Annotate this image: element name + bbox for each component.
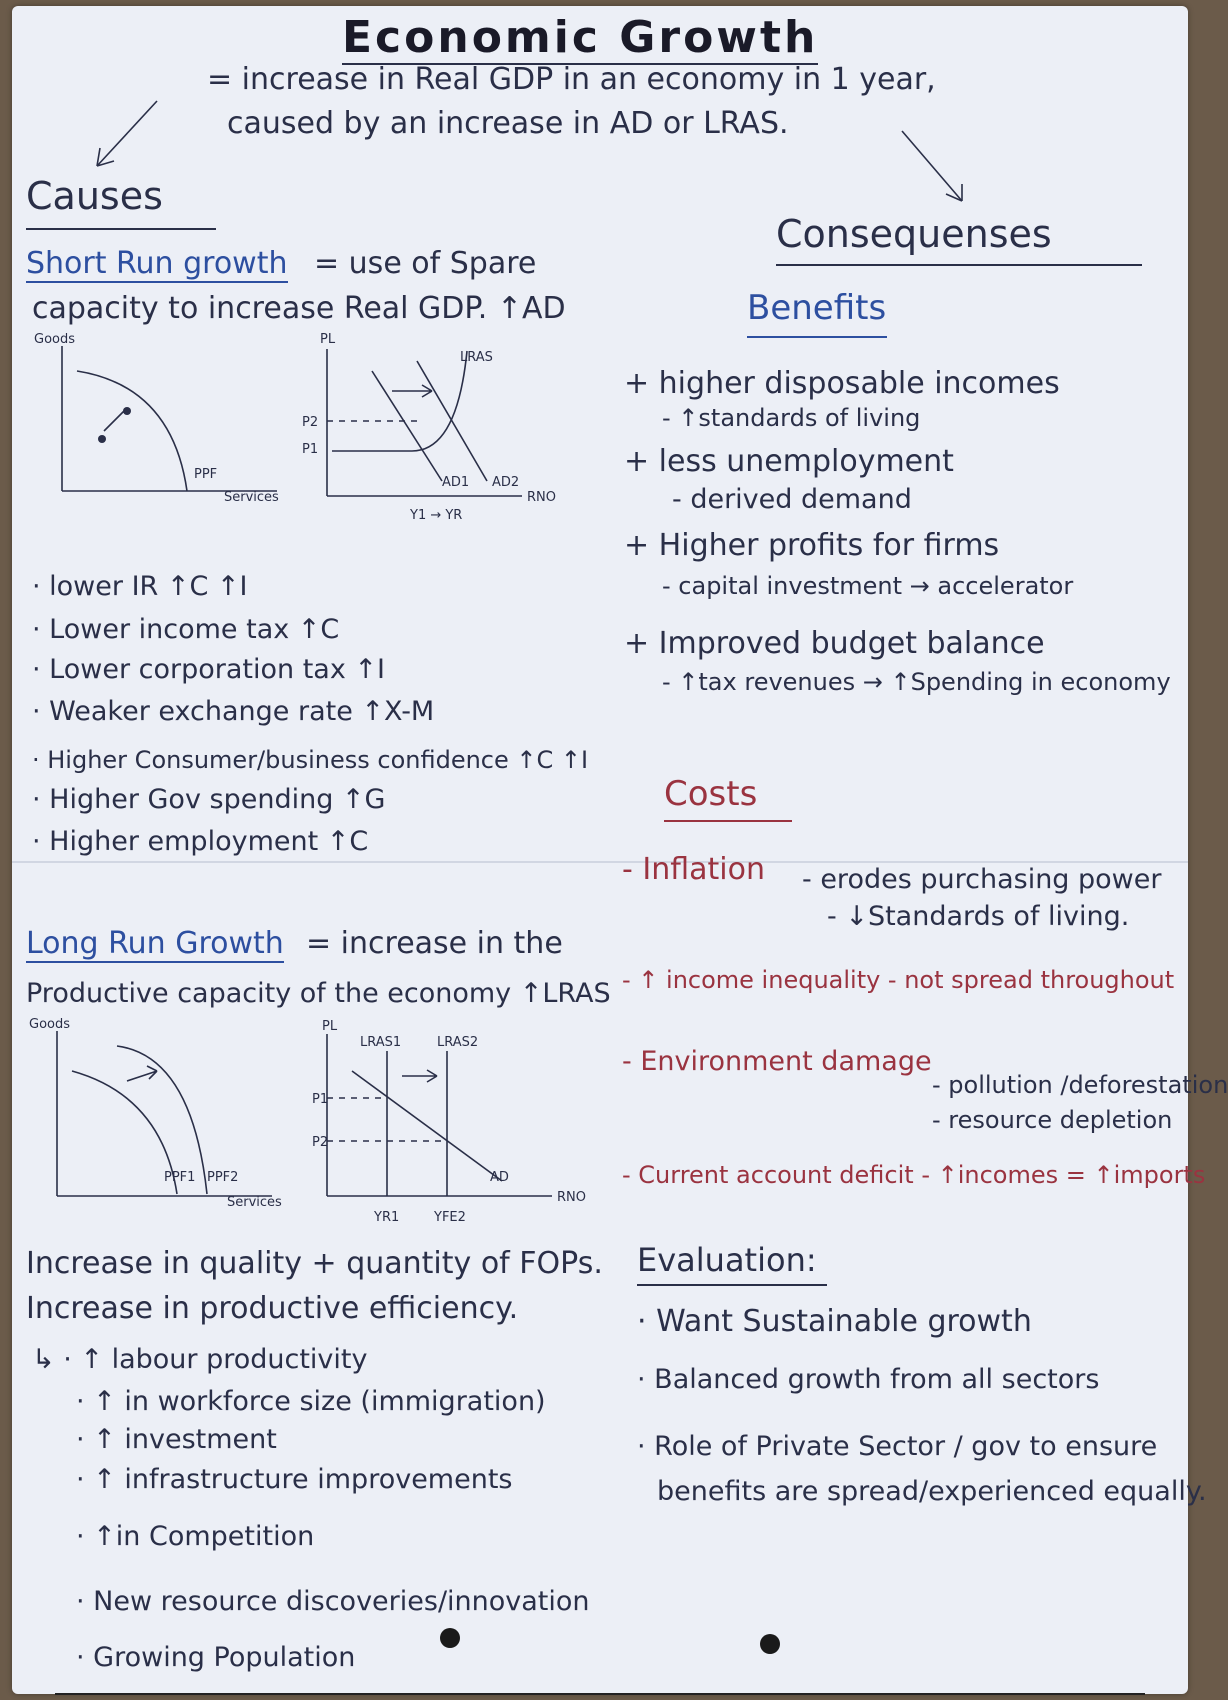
short-run-adas-diagram xyxy=(292,331,572,531)
short-run-item: · Lower income tax ↑C xyxy=(32,614,340,645)
ppf-outward-arrow xyxy=(127,1066,157,1081)
short-run-item: · Weaker exchange rate ↑X-M xyxy=(32,696,435,727)
evaluation-item: · Balanced growth from all sectors xyxy=(637,1364,1100,1395)
ppf2-label: PPF2 xyxy=(207,1170,239,1185)
ppf1-curve xyxy=(72,1071,177,1194)
causes-underline xyxy=(26,228,216,230)
ppf-curve-label: PPF xyxy=(194,467,218,482)
costs-underline xyxy=(664,820,792,822)
punch-hole xyxy=(760,1634,780,1654)
adas-x-label: RNO xyxy=(527,490,556,505)
benefits-heading: Benefits xyxy=(747,288,887,328)
long-run-note-1: Increase in quality + quantity of FOPs. xyxy=(26,1246,603,1281)
lras-label: LRAS xyxy=(460,350,493,365)
lr-p1-label: P1 xyxy=(312,1092,329,1107)
ad2-label: AD2 xyxy=(492,475,520,490)
ppf-point-1 xyxy=(123,407,131,415)
short-run-item: · Higher Consumer/business confidence ↑C ↑I xyxy=(32,746,589,774)
lr-ad-label: AD xyxy=(490,1170,509,1185)
definition-line-1: = increase in Real GDP in an economy in 1 year, xyxy=(207,62,936,97)
ad1-line xyxy=(372,371,442,481)
long-run-adas-diagram xyxy=(312,1016,602,1236)
punch-hole xyxy=(440,1628,460,1648)
adas-y-label: PL xyxy=(320,332,336,347)
lr-ad-line xyxy=(352,1071,502,1181)
benefit-sub: - derived demand xyxy=(672,484,912,515)
evaluation-item: · Role of Private Sector / gov to ensure xyxy=(637,1431,1158,1462)
benefits-underline xyxy=(747,336,887,338)
evaluation-item: · Want Sustainable growth xyxy=(637,1304,1032,1339)
long-run-item: · ↑in Competition xyxy=(76,1521,315,1552)
cost-inflation: - Inflation xyxy=(622,852,765,887)
ad-shift-arrow xyxy=(392,385,432,397)
cost-current-account: - Current account deficit - ↑incomes = ↑imports xyxy=(622,1161,1206,1189)
long-run-item: · Growing Population xyxy=(76,1642,356,1673)
ppf-curve xyxy=(77,371,187,491)
short-run-item: · Lower corporation tax ↑I xyxy=(32,654,385,685)
page-title: Economic Growth xyxy=(342,12,819,63)
cost-inflation-sub: - ↓Standards of living. xyxy=(827,901,1130,932)
lras-curve xyxy=(332,351,467,451)
yr2-label: YFE2 xyxy=(434,1210,466,1225)
cost-inflation-sub: - erodes purchasing power xyxy=(802,864,1162,895)
long-run-ppf-diagram xyxy=(27,1016,297,1210)
evaluation-underline xyxy=(637,1284,827,1286)
costs-heading: Costs xyxy=(664,774,758,814)
benefit-sub: - ↑tax revenues → ↑Spending in economy xyxy=(662,668,1171,696)
long-run-item: · ↑ investment xyxy=(76,1424,277,1455)
long-run-def-1: = increase in the xyxy=(306,926,563,961)
consequences-underline xyxy=(776,264,1142,266)
long-run-item: · New resource discoveries/innovation xyxy=(76,1586,590,1617)
p1-label: P1 xyxy=(302,442,319,457)
ppf1-label: PPF1 xyxy=(164,1170,196,1185)
benefit-item: + higher disposable incomes xyxy=(624,366,1060,401)
short-run-item: · Higher employment ↑C xyxy=(32,826,369,857)
long-run-item: ↳ · ↑ labour productivity xyxy=(32,1344,368,1375)
benefit-item: + Higher profits for firms xyxy=(624,528,1000,563)
cost-environment-sub: - pollution /deforestation xyxy=(932,1071,1228,1099)
ppf-y-label: Goods xyxy=(34,332,76,347)
lras1-label: LRAS1 xyxy=(360,1035,402,1050)
y-change-label: Y1 → YR xyxy=(410,508,463,523)
long-run-item: · ↑ in workforce size (immigration) xyxy=(76,1386,546,1417)
cost-environment-sub: - resource depletion xyxy=(932,1106,1173,1134)
consequences-heading: Consequenses xyxy=(776,212,1052,256)
benefit-sub: - ↑standards of living xyxy=(662,404,921,432)
ppf-shift-arrow xyxy=(104,411,124,431)
lras2-label: LRAS2 xyxy=(437,1035,479,1050)
short-run-def-1: = use of Spare xyxy=(314,246,537,281)
evaluation-item: benefits are spread/experienced equally. xyxy=(657,1476,1207,1507)
short-run-ppf-diagram xyxy=(32,331,292,521)
ppf-x-label: Services xyxy=(224,490,279,505)
lras-shift-arrow xyxy=(402,1070,437,1082)
lr-ppf-x-label: Services xyxy=(227,1195,282,1210)
causes-heading: Causes xyxy=(26,174,163,218)
notes-sheet xyxy=(12,6,1228,1694)
evaluation-heading: Evaluation: xyxy=(637,1241,817,1279)
lr-adas-x-label: RNO xyxy=(557,1190,586,1205)
lr-p2-label: P2 xyxy=(312,1135,329,1150)
yr1-label: YR1 xyxy=(374,1210,400,1225)
long-run-item: · ↑ infrastructure improvements xyxy=(76,1464,513,1495)
lr-adas-y-label: PL xyxy=(322,1019,338,1034)
cost-environment: - Environment damage xyxy=(622,1046,932,1077)
ad2-line xyxy=(417,361,487,481)
cost-inequality: - ↑ income inequality - not spread throughout xyxy=(622,966,1175,994)
short-run-def-2: capacity to increase Real GDP. ↑AD xyxy=(32,291,566,326)
benefit-sub: - capital investment → accelerator xyxy=(662,572,1074,600)
ad1-label: AD1 xyxy=(442,475,470,490)
lr-ppf-y-label: Goods xyxy=(29,1017,71,1032)
long-run-def-2: Productive capacity of the economy ↑LRAS xyxy=(26,978,611,1009)
long-run-label: Long Run Growth xyxy=(26,926,284,961)
desk-edge-line xyxy=(55,1693,1145,1695)
short-run-label: Short Run growth xyxy=(26,246,288,281)
short-run-item: · Higher Gov spending ↑G xyxy=(32,784,386,815)
benefit-item: + less unemployment xyxy=(624,444,954,479)
benefit-item: + Improved budget balance xyxy=(624,626,1045,661)
long-run-note-2: Increase in productive efficiency. xyxy=(26,1291,519,1326)
ppf-point-0 xyxy=(98,435,106,443)
short-run-item: · lower IR ↑C ↑I xyxy=(32,571,248,602)
definition-line-2: caused by an increase in AD or LRAS. xyxy=(227,106,789,141)
p2-label: P2 xyxy=(302,415,319,430)
